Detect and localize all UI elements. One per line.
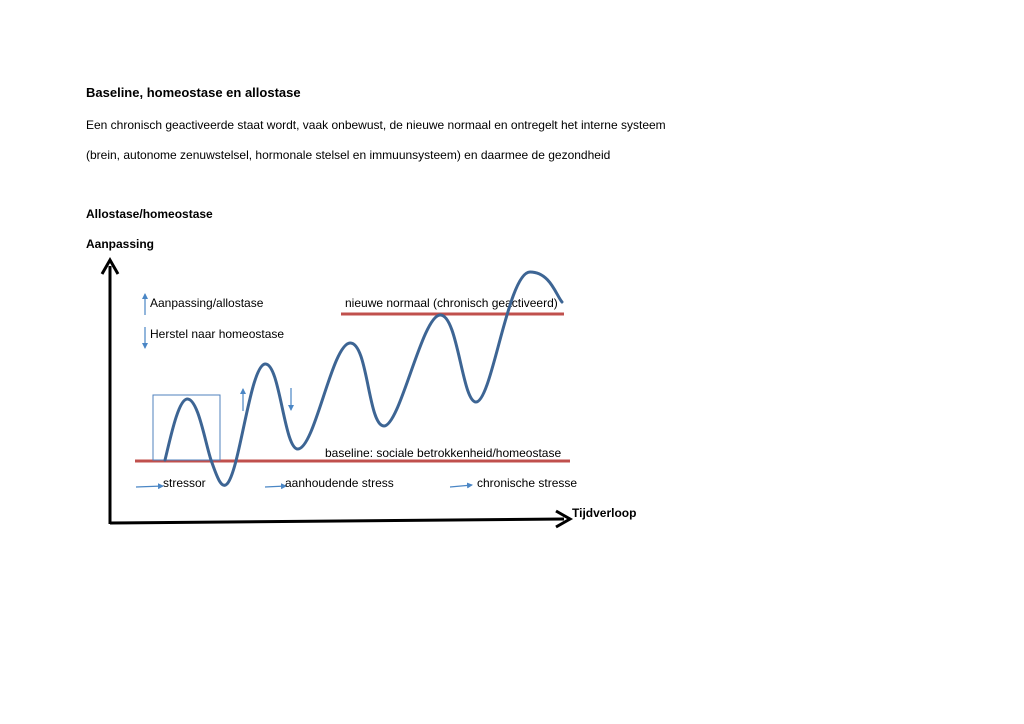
baseline-label: baseline: sociale betrokkenheid/homeostase: [325, 446, 562, 460]
phase-chronic-label: chronische stresse: [477, 476, 578, 490]
legend-up-label: Aanpassing/allostase: [150, 296, 264, 310]
phase-stressor-arrow-icon: [136, 486, 163, 487]
stressor-highlight-box: [153, 395, 220, 460]
phase-sustained-arrow-icon: [265, 486, 286, 487]
intro-paragraph-line-1: Een chronisch geactiveerde staat wordt, vaak onbewust, de nieuwe normaal en ontregelt het interne systeem: [86, 118, 666, 132]
x-axis-label: Tijdverloop: [572, 506, 637, 520]
legend-down-label: Herstel naar homeostase: [150, 327, 285, 341]
phase-sustained-label: aanhoudende stress: [285, 476, 394, 490]
x-axis: [110, 519, 564, 523]
page-title: Baseline, homeostase en allostase: [86, 85, 301, 100]
diagram-subheading: Allostase/homeostase: [86, 207, 213, 221]
y-axis-label: Aanpassing: [86, 237, 155, 251]
intro-paragraph-line-2: (brein, autonome zenuwstelsel, hormonale stelsel en immuunsysteem) en daarmee de gezondheid: [86, 148, 611, 162]
new-normal-label: nieuwe normaal (chronisch geactiveerd): [345, 296, 558, 310]
phase-stressor-label: stressor: [163, 476, 206, 490]
phase-chronic-arrow-icon: [450, 485, 472, 487]
